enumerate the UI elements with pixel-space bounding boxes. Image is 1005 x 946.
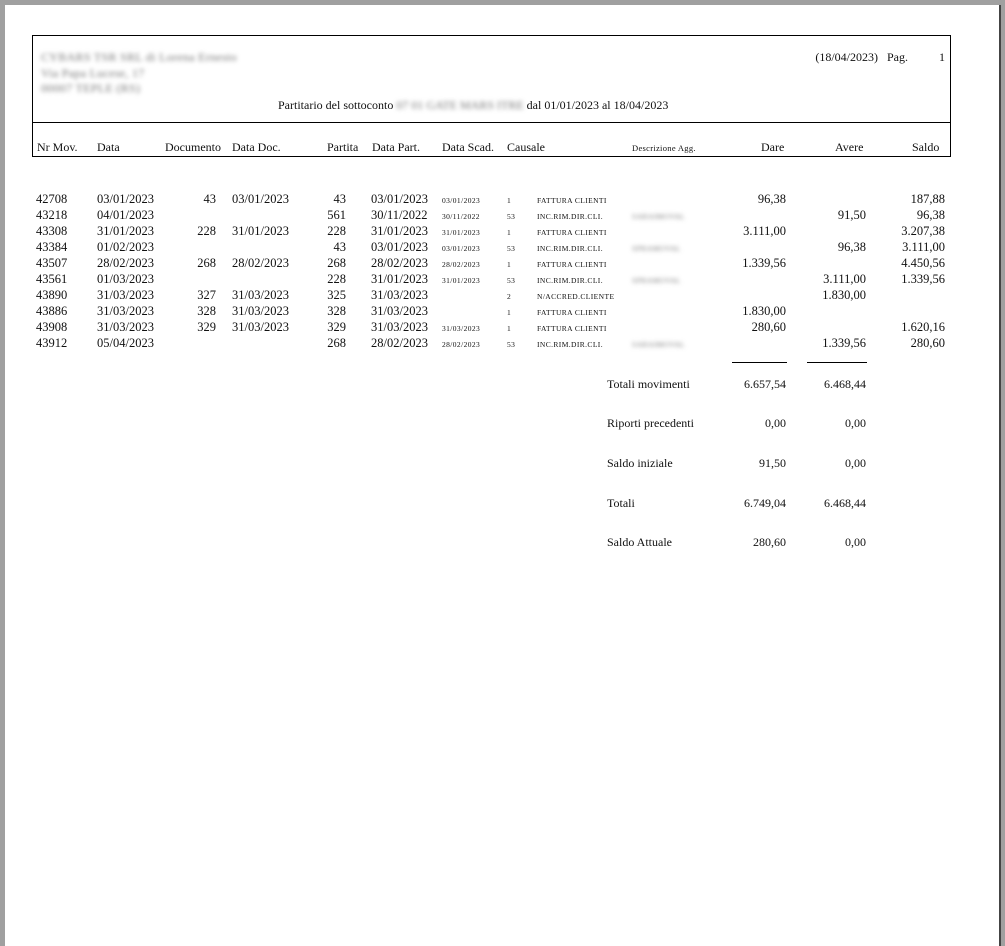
cell-dare: 280,60 — [751, 320, 786, 334]
cell-nr: 42708 — [36, 192, 68, 206]
col-descrizione: Descrizione Agg. — [632, 143, 696, 153]
table-row — [5, 288, 1001, 304]
cell-partita: 328 — [327, 304, 346, 318]
table-row — [5, 304, 1001, 320]
cell-causale: INC.RIM.DIR.CLI. — [537, 244, 603, 253]
cell-causale-code: 1 — [507, 260, 512, 269]
col-data-part: Data Part. — [372, 140, 420, 154]
report-page — [5, 5, 1001, 946]
cell-dare: 1.830,00 — [742, 304, 786, 318]
totals-avere: 6.468,44 — [824, 377, 866, 391]
cell-causale-code: 53 — [507, 276, 516, 285]
cell-data-doc: 03/01/2023 — [232, 192, 289, 206]
cell-nr: 43384 — [36, 240, 68, 254]
title-prefix: Partitario del sottoconto — [278, 98, 394, 112]
totals-avere: 0,00 — [845, 416, 866, 430]
table-row — [5, 224, 1001, 240]
subaccount-name: 07 01 GATE MARS ITRE — [396, 98, 524, 112]
cell-data: 31/01/2023 — [97, 224, 154, 238]
cell-data-doc: 31/03/2023 — [232, 320, 289, 334]
report-title — [278, 98, 668, 113]
cell-data-part: 28/02/2023 — [371, 256, 428, 270]
cell-causale-code: 1 — [507, 308, 512, 317]
cell-nr: 43308 — [36, 224, 68, 238]
cell-partita: 325 — [327, 288, 346, 302]
cell-data: 03/01/2023 — [97, 192, 154, 206]
cell-causale: FATTURA CLIENTI — [537, 260, 607, 269]
totals-label: Riporti precedenti — [607, 416, 694, 430]
cell-partita: 268 — [327, 256, 346, 270]
cell-partita: 43 — [333, 192, 346, 206]
cell-causale-code: 1 — [507, 196, 512, 205]
cell-data-part: 31/03/2023 — [371, 288, 428, 302]
cell-data-part: 30/11/2022 — [371, 208, 428, 222]
cell-data: 05/04/2023 — [97, 336, 154, 350]
cell-data: 01/03/2023 — [97, 272, 154, 286]
cell-nr: 43886 — [36, 304, 68, 318]
avere-sum-line — [807, 362, 867, 363]
col-dare: Dare — [761, 140, 785, 154]
table-row — [5, 272, 1001, 288]
totals-label: Saldo Attuale — [607, 535, 672, 549]
totals-label: Saldo iniziale — [607, 456, 673, 470]
cell-saldo: 96,38 — [916, 208, 945, 222]
cell-causale: FATTURA CLIENTI — [537, 196, 607, 205]
col-data: Data — [97, 140, 120, 154]
cell-saldo: 3.111,00 — [902, 240, 945, 254]
totals-dare: 91,50 — [759, 456, 786, 470]
cell-doc: 268 — [197, 256, 216, 270]
cell-nr: 43908 — [36, 320, 68, 334]
cell-doc: 43 — [203, 192, 216, 206]
cell-causale: FATTURA CLIENTI — [537, 324, 607, 333]
cell-descr: SARAIMOVAL — [632, 340, 686, 349]
page-label: Pag. — [887, 50, 908, 64]
cell-doc: 327 — [197, 288, 216, 302]
col-documento: Documento — [165, 140, 221, 154]
cell-data-scad: 31/03/2023 — [442, 324, 481, 333]
cell-causale-code: 53 — [507, 212, 516, 221]
cell-causale: INC.RIM.DIR.CLI. — [537, 340, 603, 349]
cell-saldo: 1.339,56 — [901, 272, 945, 286]
col-avere: Avere — [835, 140, 864, 154]
cell-data-scad: 28/02/2023 — [442, 260, 481, 269]
table-row — [5, 256, 1001, 272]
cell-causale-code: 1 — [507, 324, 512, 333]
cell-partita: 329 — [327, 320, 346, 334]
cell-dare: 1.339,56 — [742, 256, 786, 270]
cell-data-part: 28/02/2023 — [371, 336, 428, 350]
print-date: (18/04/2023) — [815, 50, 878, 64]
cell-nr: 43218 — [36, 208, 68, 222]
totals-label: Totali — [607, 496, 635, 510]
totals-avere: 0,00 — [845, 535, 866, 549]
cell-saldo: 4.450,56 — [901, 256, 945, 270]
cell-saldo: 280,60 — [910, 336, 945, 350]
cell-causale-code: 53 — [507, 244, 516, 253]
totals-avere: 0,00 — [845, 456, 866, 470]
cell-nr: 43912 — [36, 336, 68, 350]
cell-avere: 1.830,00 — [822, 288, 866, 302]
cell-data-part: 03/01/2023 — [371, 192, 428, 206]
cell-causale: FATTURA CLIENTI — [537, 308, 607, 317]
table-row — [5, 240, 1001, 256]
col-causale: Causale — [507, 140, 545, 154]
col-data-scad: Data Scad. — [442, 140, 494, 154]
cell-doc: 329 — [197, 320, 216, 334]
cell-dare: 96,38 — [757, 192, 786, 206]
cell-saldo: 187,88 — [910, 192, 945, 206]
table-row — [5, 208, 1001, 224]
cell-data-scad: 31/01/2023 — [442, 276, 481, 285]
cell-saldo: 1.620,16 — [901, 320, 945, 334]
cell-partita: 268 — [327, 336, 346, 350]
company-name: CYBARS TSR SRL di Lorena Ernesto — [41, 50, 237, 64]
cell-dare: 3.111,00 — [743, 224, 786, 238]
col-partita: Partita — [327, 140, 359, 154]
dare-sum-line — [732, 362, 787, 363]
cell-data-scad: 31/01/2023 — [442, 228, 481, 237]
col-saldo: Saldo — [912, 140, 940, 154]
cell-doc: 328 — [197, 304, 216, 318]
cell-causale: INC.RIM.DIR.CLI. — [537, 276, 603, 285]
cell-avere: 91,50 — [837, 208, 866, 222]
cell-avere: 96,38 — [837, 240, 866, 254]
cell-descr: SARAIMOVAL — [632, 212, 686, 221]
page-number: 1 — [939, 50, 945, 64]
cell-data: 31/03/2023 — [97, 288, 154, 302]
cell-nr: 43507 — [36, 256, 68, 270]
cell-causale-code: 53 — [507, 340, 516, 349]
cell-data-doc: 31/03/2023 — [232, 304, 289, 318]
cell-doc: 228 — [197, 224, 216, 238]
company-city: 00007 TEPLE (RS) — [41, 81, 141, 95]
totals-avere: 6.468,44 — [824, 496, 866, 510]
cell-avere: 1.339,56 — [822, 336, 866, 350]
col-data-doc: Data Doc. — [232, 140, 281, 154]
cell-causale: N/ACCRED.CLIENTE — [537, 292, 615, 301]
cell-data-part: 03/01/2023 — [371, 240, 428, 254]
totals-dare: 0,00 — [765, 416, 786, 430]
cell-data-doc: 28/02/2023 — [232, 256, 289, 270]
table-row — [5, 336, 1001, 352]
cell-partita: 43 — [333, 240, 346, 254]
col-nr-mov: Nr Mov. — [37, 140, 78, 154]
cell-causale-code: 1 — [507, 228, 512, 237]
table-row — [5, 320, 1001, 336]
cell-descr: SPRAMOVAL — [632, 244, 681, 253]
cell-data-doc: 31/01/2023 — [232, 224, 289, 238]
cell-data: 01/02/2023 — [97, 240, 154, 254]
cell-data-part: 31/01/2023 — [371, 224, 428, 238]
cell-saldo: 3.207,38 — [901, 224, 945, 238]
cell-data-scad: 03/01/2023 — [442, 244, 481, 253]
totals-dare: 280,60 — [753, 535, 786, 549]
cell-data-part: 31/03/2023 — [371, 320, 428, 334]
cell-data-doc: 31/03/2023 — [232, 288, 289, 302]
cell-partita: 228 — [327, 224, 346, 238]
cell-data-scad: 30/11/2022 — [442, 212, 480, 221]
cell-nr: 43890 — [36, 288, 68, 302]
cell-causale: FATTURA CLIENTI — [537, 228, 607, 237]
cell-descr: SPRAMOVAL — [632, 276, 681, 285]
cell-avere: 3.111,00 — [823, 272, 866, 286]
column-header-row — [32, 122, 951, 157]
cell-data-scad: 28/02/2023 — [442, 340, 481, 349]
totals-label: Totali movimenti — [607, 377, 690, 391]
cell-data-part: 31/01/2023 — [371, 272, 428, 286]
cell-causale-code: 2 — [507, 292, 512, 301]
cell-data: 28/02/2023 — [97, 256, 154, 270]
cell-data: 31/03/2023 — [97, 320, 154, 334]
report-header — [32, 35, 951, 123]
totals-dare: 6.749,04 — [744, 496, 786, 510]
cell-partita: 561 — [327, 208, 346, 222]
cell-nr: 43561 — [36, 272, 68, 286]
table-row — [5, 192, 1001, 208]
cell-data-part: 31/03/2023 — [371, 304, 428, 318]
cell-data-scad: 03/01/2023 — [442, 196, 481, 205]
cell-data: 04/01/2023 — [97, 208, 154, 222]
totals-dare: 6.657,54 — [744, 377, 786, 391]
title-period: dal 01/01/2023 al 18/04/2023 — [526, 98, 669, 112]
cell-causale: INC.RIM.DIR.CLI. — [537, 212, 603, 221]
cell-partita: 228 — [327, 272, 346, 286]
company-address: Via Papa Lucese, 17 — [41, 66, 145, 80]
print-info — [815, 50, 945, 65]
cell-data: 31/03/2023 — [97, 304, 154, 318]
